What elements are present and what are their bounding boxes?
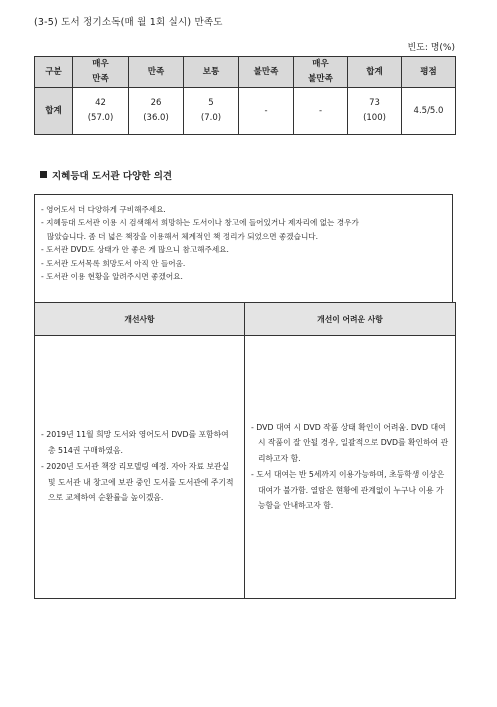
opinion-line: 많았습니다. 좀 더 넓은 책장을 이용해서 체계적인 책 정리가 되었으면 좋겠습니다. <box>47 231 319 241</box>
cell-neutral: 5 (7.0) <box>184 88 239 135</box>
list-item: - DVD 대여 시 DVD 작품 상태 확인이 어려움. DVD 대여 시 작품이 잘 안될 경우, 일괄적으로 DVD를 확인하여 관리하고자 함. <box>251 422 449 463</box>
header-total: 합계 <box>348 57 402 88</box>
cell-rating: 4.5/5.0 <box>402 88 456 135</box>
improvements-header-row <box>35 303 456 336</box>
improvements-body-row <box>35 336 456 599</box>
cell-satisfied: 26 (36.0) <box>129 88 184 135</box>
list-item: - 2019년 11월 희망 도서와 영어도서 DVD를 포함하여 총 514권 구매하였음. <box>41 430 229 455</box>
header-neutral: 보통 <box>184 57 239 88</box>
header-category: 구분 <box>35 57 73 88</box>
opinion-line: - 도서관 도서목록 희망도서 아직 안 들어옴. <box>41 258 186 268</box>
header-very-satisfied: 매우 만족 <box>73 57 129 88</box>
header-satisfied: 만족 <box>129 57 184 88</box>
row-label: 합계 <box>35 88 73 135</box>
improvements-hard-cell <box>245 336 456 599</box>
table-row <box>35 88 456 135</box>
opinion-heading-text: 지혜등대 도서관 다양한 의견 <box>52 171 173 182</box>
square-bullet-icon <box>40 171 47 178</box>
cell-dissatisfied: - <box>239 88 294 135</box>
table-header-row <box>35 57 456 88</box>
cell-total: 73 (100) <box>348 88 402 135</box>
list-item: - 도서 대여는 반 5세까지 이용가능하며, 초등학생 이상은 대여가 불가함. 열람은 현황에 관계없이 누구나 이용 가능함을 안내하고자 함. <box>251 470 445 510</box>
header-very-dissatisfied: 매우 불만족 <box>294 57 348 88</box>
header-improvements-done: 개선사항 <box>35 303 245 336</box>
cell-very-satisfied: 42 (57.0) <box>73 88 129 135</box>
opinions-box <box>34 194 453 302</box>
opinion-heading <box>40 168 172 182</box>
opinion-line: - 지혜등대 도서관 이용 시 검색해서 희망하는 도서이나 창고에 들어있거나 제자리에 없는 경우가 <box>41 218 359 228</box>
unit-label: 빈도: 명(%) <box>407 43 455 53</box>
opinion-line: - 도서관 이용 현황을 알려주시면 좋겠어요. <box>41 272 183 282</box>
list-item: - 2020년 도서관 책장 리모델링 예정. 자아 자료 보관실 및 도서관 내 창고에 보관 중인 도서를 도서관에 주기적으로 교체하여 순환률을 높이겠음. <box>41 462 234 503</box>
opinion-line: - 도서관 DVD도 상태가 안 좋은 게 많으니 참고해주세요. <box>41 245 229 255</box>
cell-very-dissatisfied: - <box>294 88 348 135</box>
opinion-line: - 영어도서 더 다양하게 구비해주세요. <box>41 205 166 214</box>
improvements-table <box>34 302 456 599</box>
improvements-done-cell <box>35 336 245 599</box>
section-title: (3-5) 도서 정기소독(매 월 1회 실시) 만족도 <box>34 17 223 28</box>
header-dissatisfied: 불만족 <box>239 57 294 88</box>
header-improvements-hard: 개선이 어려운 사항 <box>245 303 456 336</box>
header-rating: 평점 <box>402 57 456 88</box>
satisfaction-table <box>34 56 456 135</box>
